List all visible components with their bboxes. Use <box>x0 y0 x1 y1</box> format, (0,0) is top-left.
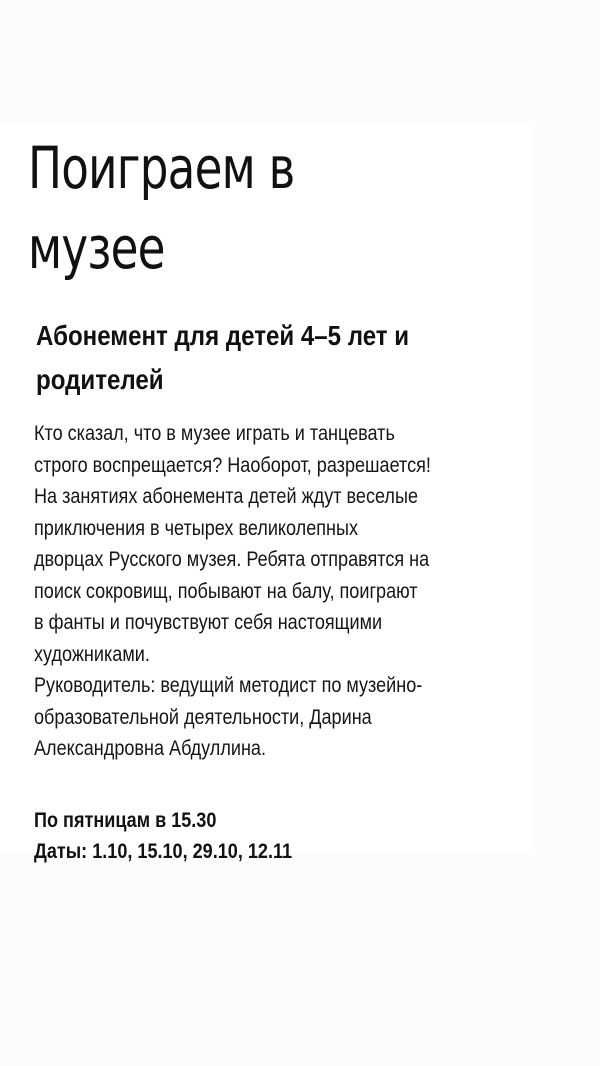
subtitle-line-1: Абонемент для детей 4–5 лет и <box>36 320 410 351</box>
subtitle-line-2: родителей <box>36 364 164 395</box>
description-line: Кто сказал, что в музее играть и танцевать <box>34 422 395 445</box>
page-title <box>28 128 395 288</box>
description-line: строго воспрещается? Наоборот, разрешается! <box>34 453 431 477</box>
description-line: На занятиях абонемента детей ждут веселые <box>34 485 419 508</box>
title-line-2: музее <box>28 214 165 282</box>
description-line: дворцах Русского музея. Ребята отправятся на <box>34 548 430 571</box>
description-text <box>34 418 481 765</box>
description-line: приключения в четырех великолепных <box>34 516 359 540</box>
description-line: художниками. <box>34 642 150 666</box>
event-info <box>28 128 498 867</box>
description-line: в фанты и почувствуют себя настоящими <box>34 611 383 634</box>
subscription-subtitle <box>36 314 449 402</box>
schedule-dates: Даты: 1.10, 15.10, 29.10, 12.11 <box>34 839 293 863</box>
schedule-day-time: По пятницам в 15.30 <box>34 808 217 832</box>
description-line: Александровна Абдуллина. <box>34 737 266 760</box>
schedule-info <box>34 805 481 867</box>
description-line: поиск сокровищ, побывают на балу, поиграют <box>34 579 418 603</box>
description-line: образовательной деятельности, Дарина <box>34 705 372 729</box>
title-line-1: Поиграем в <box>28 134 295 202</box>
description-line: Руководитель: ведущий методист по музейно- <box>34 674 423 697</box>
